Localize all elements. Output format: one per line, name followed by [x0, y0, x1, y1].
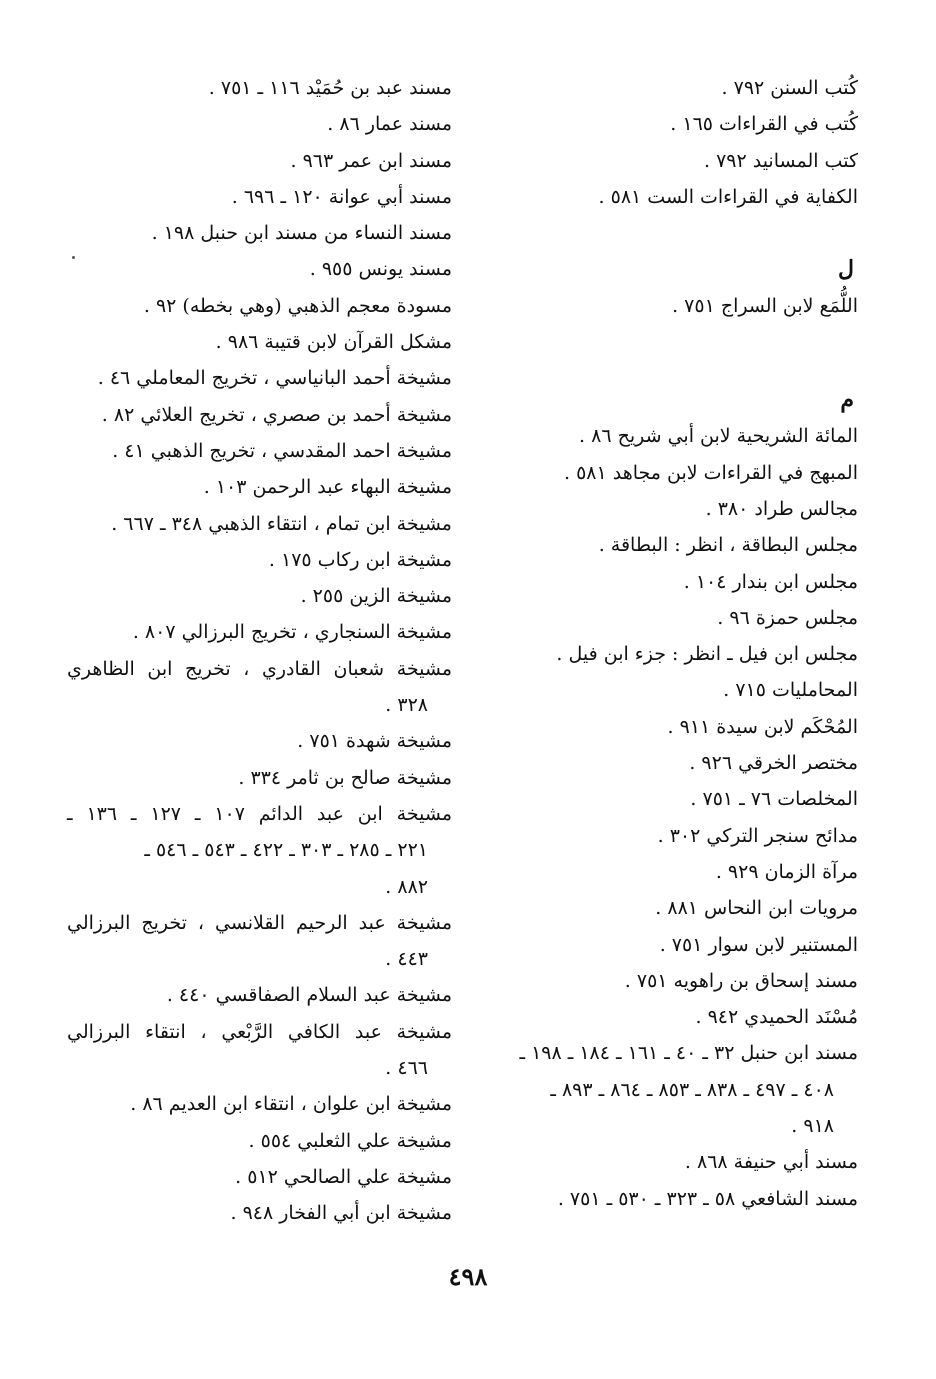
index-entry-continuation: ٤٦٦ . — [385, 1057, 428, 1080]
left-column — [67, 70, 452, 1232]
index-entry: مسند يونس ٩٥٥ . — [309, 258, 452, 281]
index-entry: مشيخة صالح بن ثامر ٣٣٤ . — [238, 766, 452, 789]
index-entry: مشيخة شهدة ٧٥١ . — [297, 730, 452, 753]
index-entry: مشيخة ابن أبي الفخار ٩٤٨ . — [230, 1202, 452, 1225]
section-gap — [468, 324, 858, 382]
index-entry: مُسْنَد الحميدي ٩٤٢ . — [695, 1006, 858, 1029]
index-entry: مشيخة احمد المقدسي ، تخريج الذهبي ٤١ . — [112, 439, 452, 462]
index-entry: مشيخة شعبان القادري ، تخريج ابن الظاهري — [67, 657, 452, 680]
index-entry: مشيخة البهاء عبد الرحمن ١٠٣ . — [203, 476, 452, 499]
section-gap — [468, 215, 858, 251]
index-entry: مجلس ابن فيل ـ انظر : جزء ابن فيل . — [556, 643, 858, 666]
index-entry: مرآة الزمان ٩٢٩ . — [715, 860, 858, 883]
index-entry: مشيخة أحمد بن صصري ، تخريج العلائي ٨٢ . — [101, 403, 452, 426]
index-entry-continuation: ٨٨٢ . — [385, 875, 428, 898]
index-entry: مدائح سنجر التركي ٣٠٢ . — [657, 824, 858, 847]
index-entry: كتب المسانيد ٧٩٢ . — [703, 149, 858, 172]
index-entry: مشيخة ابن عبد الدائم ١٠٧ ـ ١٢٧ ـ ١٣٦ ـ — [67, 802, 452, 825]
speck-mark — [72, 256, 75, 259]
index-entry: مرويات ابن النحاس ٨٨١ . — [655, 897, 858, 920]
section-letter-mim: م — [840, 387, 854, 414]
page-number: ٤٩٨ — [448, 1262, 488, 1291]
index-entry-continuation: ٩١٨ . — [791, 1115, 834, 1138]
index-entry: مسودة معجم الذهبي (وهي بخطه) ٩٢ . — [143, 294, 452, 317]
index-entry-continuation: ٣٢٨ . — [385, 694, 428, 717]
index-entry: مجالس طراد ٣٨٠ . — [705, 497, 858, 520]
index-entry: مشيخة الزين ٢٥٥ . — [300, 585, 452, 608]
index-entry: مشيخة ابن تمام ، انتقاء الذهبي ٣٤٨ ـ ٦٦٧ . — [111, 512, 452, 535]
index-entry: مسند أبي عوانة ١٢٠ ـ ٦٩٦ . — [231, 185, 452, 208]
index-entry: كُتب في القراءات ١٦٥ . — [670, 113, 858, 136]
index-entry: مسند الشافعي ٥٨ ـ ٣٢٣ ـ ٥٣٠ ـ ٧٥١ . — [557, 1187, 858, 1210]
index-entry: المُحْكَم لابن سيدة ٩١١ . — [667, 715, 858, 738]
index-entry: مشكل القرآن لابن قتيبة ٩٨٦ . — [215, 331, 452, 354]
index-entry: مشيخة عبد الرحيم القلانسي ، تخريج البرزالي — [67, 911, 452, 934]
index-entry: اللُّمَع لابن السراج ٧٥١ . — [672, 294, 858, 317]
index-entry: المبهج في القراءات لابن مجاهد ٥٨١ . — [564, 461, 858, 484]
index-entry: مشيخة عبد السلام الصفاقسي ٤٤٠ . — [166, 984, 452, 1007]
index-entry: المحامليات ٧١٥ . — [723, 679, 858, 702]
index-entry: مشيخة علي الثعلبي ٥٥٤ . — [248, 1129, 452, 1152]
index-entry-continuation: ٤٠٨ ـ ٤٩٧ ـ ٨٣٨ ـ ٨٥٣ ـ ٨٦٤ ـ ٨٩٣ ـ — [550, 1078, 834, 1101]
index-entry: مجلس البطاقة ، انظر : البطاقة . — [598, 534, 858, 557]
index-entry: كُتب السنن ٧٩٢ . — [721, 77, 858, 99]
index-entry: مختصر الخرقي ٩٢٦ . — [689, 752, 858, 775]
index-entry: مشيخة علي الصالحي ٥١٢ . — [235, 1165, 452, 1188]
right-column — [468, 70, 858, 1217]
section-letter-lam: ل — [838, 256, 854, 283]
index-entry: مسند ابن عمر ٩٦٣ . — [290, 149, 452, 172]
index-entry: مسند أبي حنيفة ٨٦٨ . — [684, 1151, 858, 1174]
index-entry-continuation: ٢٢١ ـ ٢٨٥ ـ ٣٠٣ ـ ٤٢٢ ـ ٥٤٣ ـ ٥٤٦ ـ — [144, 839, 428, 862]
index-entry: مشيخة عبد الكافي الرَّبْعي ، انتقاء البرزالي — [67, 1020, 452, 1043]
index-entry-continuation: ٤٤٣ . — [385, 948, 428, 971]
index-entry: مسند إسحاق بن راهويه ٧٥١ . — [624, 969, 858, 992]
index-entry: مسند عبد بن حُمَيْد ١١٦ ـ ٧٥١ . — [208, 77, 452, 99]
index-entry: مسند عمار ٨٦ . — [327, 113, 452, 136]
index-entry: مسند ابن حنبل ٣٢ ـ ٤٠ ـ ١٦١ ـ ١٨٤ ـ ١٩٨ ـ — [519, 1042, 858, 1065]
index-entry: المستنير لابن سوار ٧٥١ . — [659, 933, 858, 956]
index-entry: مشيخة ابن ركاب ١٧٥ . — [268, 548, 452, 571]
index-entry: مشيخة السنجاري ، تخريج البرزالي ٨٠٧ . — [132, 621, 452, 644]
index-entry: مجلس حمزة ٩٦ . — [717, 606, 858, 629]
index-entry: مسند النساء من مسند ابن حنبل ١٩٨ . — [151, 222, 452, 245]
index-entry: مجلس ابن بندار ١٠٤ . — [683, 570, 858, 593]
index-entry: مشيخة أحمد البانياسي ، تخريج المعاملي ٤٦ . — [97, 367, 452, 390]
index-entry: المائة الشريحية لابن أبي شريح ٨٦ . — [579, 425, 858, 448]
index-entry: مشيخة ابن علوان ، انتقاء ابن العديم ٨٦ . — [130, 1093, 452, 1116]
index-entry: المخلصات ٧٦ ـ ٧٥١ . — [690, 788, 858, 811]
index-entry: الكفاية في القراءات الست ٥٨١ . — [598, 185, 858, 208]
